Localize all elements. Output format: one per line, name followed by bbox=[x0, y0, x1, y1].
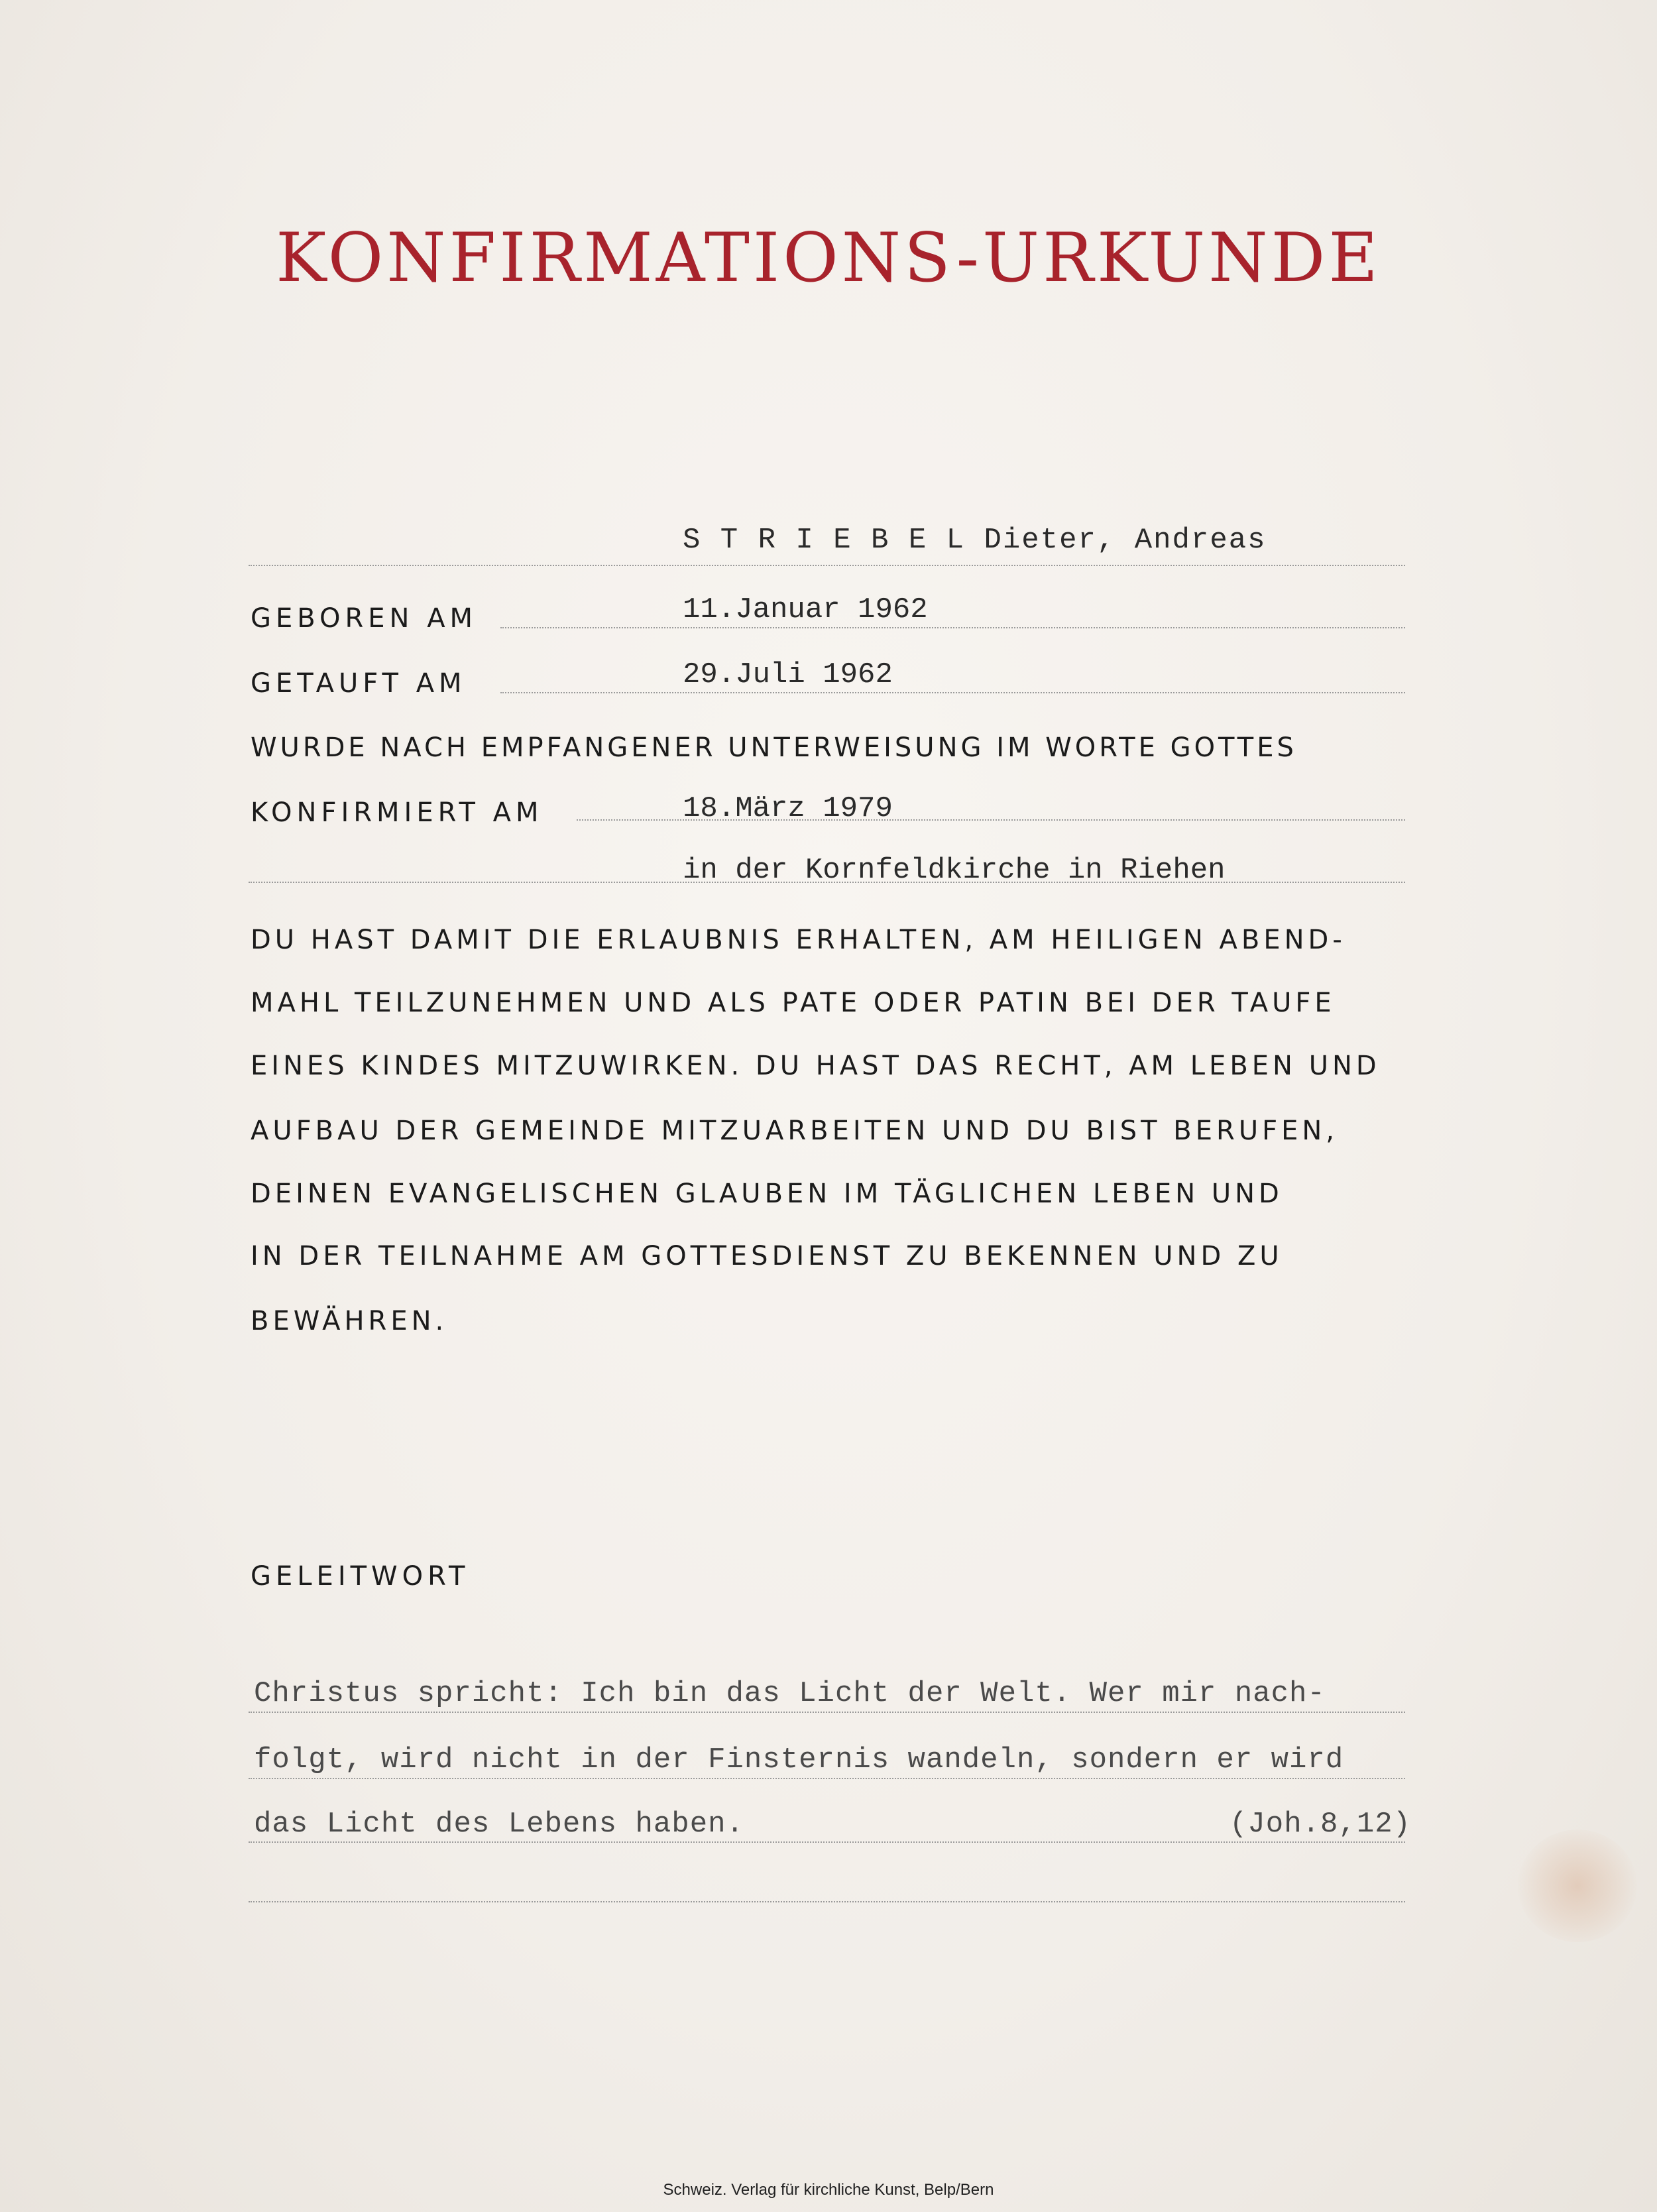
body-line: DEINEN EVANGELISCHEN GLAUBEN IM TÄGLICHEN LEBEN UND bbox=[251, 1179, 1283, 1209]
confirmed-rule bbox=[577, 819, 1405, 821]
paper-stain bbox=[1518, 1830, 1637, 1942]
baptized-label: GETAUFT AM bbox=[251, 668, 467, 699]
born-value: 11.Januar 1962 bbox=[683, 593, 928, 626]
body-line: AUFBAU DER GEMEINDE MITZUARBEITEN UND DU BIST BERUFEN, bbox=[251, 1116, 1339, 1146]
born-label: GEBOREN AM bbox=[251, 603, 478, 634]
motto-line: das Licht des Lebens haben. bbox=[254, 1808, 744, 1841]
confirmed-value: 18.März 1979 bbox=[683, 792, 893, 825]
baptized-rule bbox=[500, 692, 1405, 693]
place-rule bbox=[249, 882, 1405, 883]
body-line: BEWÄHREN. bbox=[251, 1306, 448, 1336]
motto-rule bbox=[249, 1841, 1405, 1843]
name-rule bbox=[249, 565, 1405, 566]
place-value: in der Kornfeldkirche in Riehen bbox=[683, 854, 1226, 887]
blank-rule bbox=[249, 1901, 1405, 1902]
body-line: MAHL TEILZUNEHMEN UND ALS PATE ODER PATIN BEI DER TAUFE bbox=[251, 988, 1336, 1018]
instruction-text: WURDE NACH EMPFANGENER UNTERWEISUNG IM WORTE GOTTES bbox=[251, 732, 1297, 763]
motto-reference: (Joh.8,12) bbox=[1229, 1808, 1412, 1841]
born-rule bbox=[500, 627, 1405, 628]
motto-line: folgt, wird nicht in der Finsternis wandeln, sondern er wird bbox=[254, 1743, 1344, 1776]
body-line: EINES KINDES MITZUWIRKEN. DU HAST DAS RECHT, AM LEBEN UND bbox=[251, 1051, 1381, 1081]
confirmed-label: KONFIRMIERT AM bbox=[251, 797, 543, 828]
publisher-footer: Schweiz. Verlag für kirchliche Kunst, Belp/Bern bbox=[663, 2181, 994, 2199]
motto-line: Christus spricht: Ich bin das Licht der Welt. Wer mir nach- bbox=[254, 1677, 1326, 1710]
baptized-value: 29.Juli 1962 bbox=[683, 658, 893, 691]
motto-label: GELEITWORT bbox=[251, 1561, 470, 1592]
name-value: S T R I E B E L Dieter, Andreas bbox=[683, 524, 1267, 557]
motto-rule bbox=[249, 1778, 1405, 1779]
body-line: IN DER TEILNAHME AM GOTTESDIENST ZU BEKENNEN UND ZU bbox=[251, 1241, 1283, 1271]
certificate-title: KONFIRMATIONS-URKUNDE bbox=[276, 219, 1381, 298]
motto-rule bbox=[249, 1712, 1405, 1713]
body-line: DU HAST DAMIT DIE ERLAUBNIS ERHALTEN, AM HEILIGEN ABEND- bbox=[251, 925, 1346, 955]
